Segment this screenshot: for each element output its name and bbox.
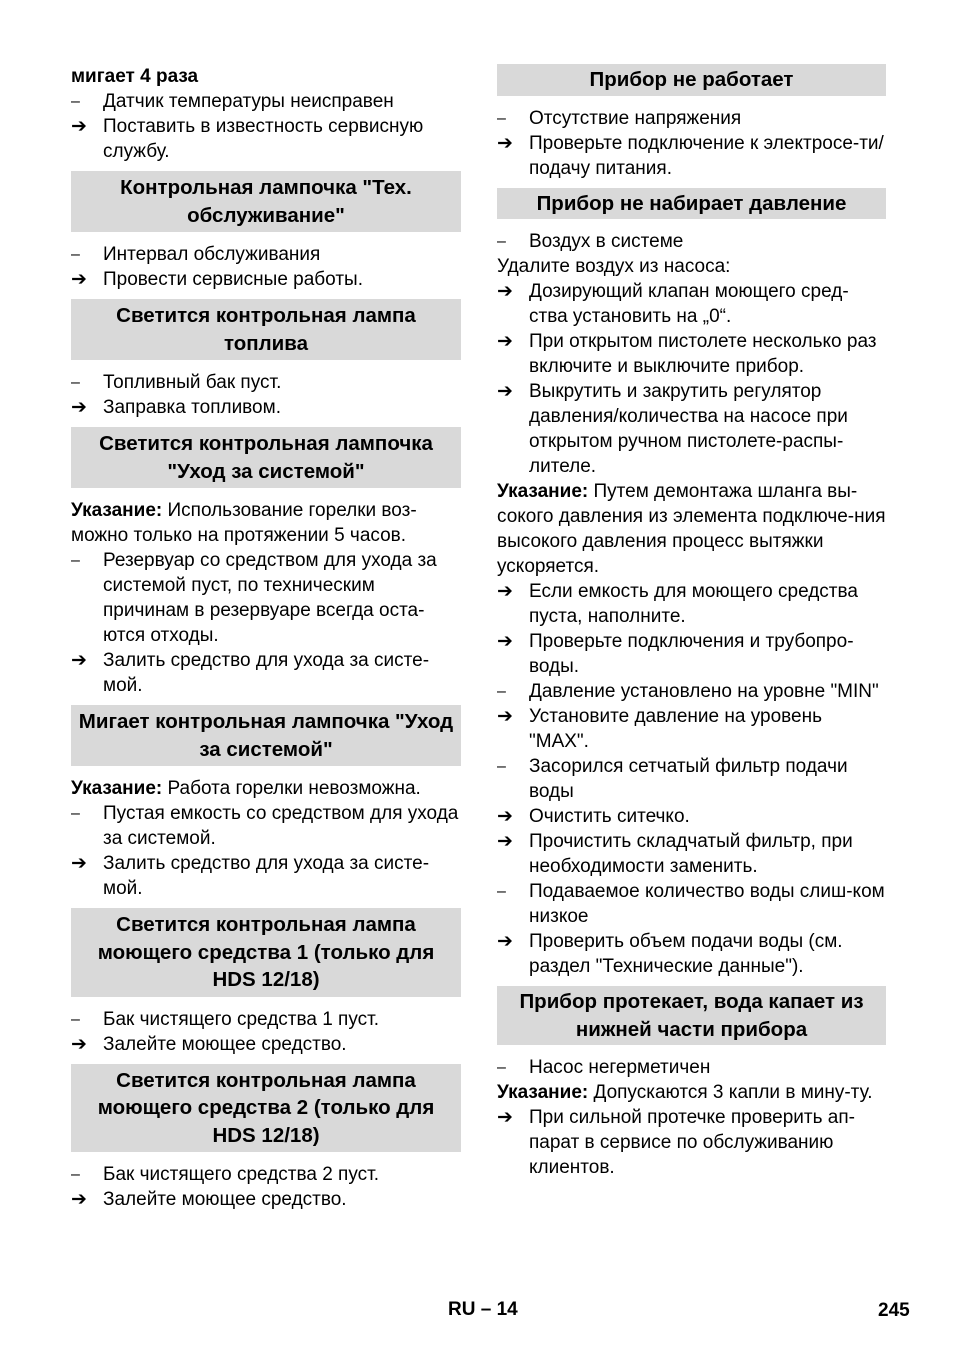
section-list [71, 1007, 461, 1057]
cause-item [71, 370, 461, 395]
item-text: При открытом пистолете несколько раз включите и выключите прибор. [529, 331, 877, 377]
note: Указание: Использование горелки воз-можно только на протяжении 5 часов. [71, 500, 417, 546]
item-text: Отсутствие напряжения [529, 107, 742, 129]
item-text: Подаваемое количество воды слиш-ком низкое [529, 881, 885, 927]
cause-item [71, 89, 461, 114]
action-item [497, 629, 886, 679]
section-heading: Светится контрольная лампа топлива [71, 299, 461, 360]
action-item [497, 279, 886, 329]
footer-section-label: RU – 14 [448, 1299, 518, 1320]
action-item [71, 1187, 461, 1212]
item-text: Датчик температуры неисправен [103, 91, 394, 112]
item-text: Бак чистящего средства 2 пуст. [103, 1164, 380, 1185]
arrow-icon: ➔ [71, 1033, 87, 1055]
left-column [71, 64, 461, 1219]
section-list [71, 548, 461, 698]
section-list [497, 229, 886, 254]
cause-item [497, 879, 886, 929]
action-item [497, 379, 886, 479]
arrow-icon: ➔ [497, 581, 513, 602]
action-item [497, 704, 886, 754]
item-text: Прочистить складчатый фильтр, при необходимости заменить. [529, 831, 853, 877]
item-text: Дозирующий клапан моющего сред-ства установить на „0“. [529, 281, 849, 327]
item-text: Очистить ситечко. [529, 806, 690, 827]
arrow-icon: ➔ [497, 132, 513, 154]
item-text: Пустая емкость со средством для ухода за системой. [103, 803, 459, 849]
note: Указание: Путем демонтажа шланга вы-сокого давления из элемента подключе-ния высокого давления процесс вытяжки ускоряется. [497, 481, 886, 577]
dash-icon: – [71, 1166, 80, 1183]
section-list [497, 1055, 886, 1080]
section [71, 427, 461, 705]
dash-icon: – [497, 883, 506, 900]
item-text: Если емкость для моющего средства пуста, наполните. [529, 581, 858, 627]
action-item [497, 329, 886, 379]
dash-icon: – [497, 683, 506, 700]
item-text: Установите давление на уровень "MAX". [529, 706, 822, 752]
section [71, 908, 461, 1064]
dash-icon: – [71, 246, 80, 263]
arrow-icon: ➔ [71, 397, 87, 418]
action-item [71, 267, 461, 292]
action-item [497, 579, 886, 629]
action-item [497, 1105, 886, 1180]
arrow-icon: ➔ [71, 1189, 87, 1210]
arrow-icon: ➔ [497, 706, 513, 727]
cause-item [497, 754, 886, 804]
cause-item [71, 1007, 461, 1032]
item-text: Воздух в системе [529, 231, 684, 252]
cause-item [497, 106, 886, 131]
action-item [71, 395, 461, 420]
item-text: Провести сервисные работы. [103, 269, 363, 290]
cause-item [497, 229, 886, 254]
section-heading: Прибор не набирает давление [497, 188, 886, 220]
action-item [497, 829, 886, 879]
item-text: Выкрутить и закрутить регулятор давления/количества на насосе при открытом ручном пистолете-распы-лителе. [529, 381, 848, 477]
item-text: Бак чистящего средства 1 пуст. [103, 1008, 380, 1030]
dash-icon: – [71, 93, 80, 110]
arrow-icon: ➔ [71, 650, 87, 671]
section-heading: Светится контрольная лампа моющего средства 2 (только для HDS 12/18) [71, 1064, 461, 1153]
section-heading: Светится контрольная лампа моющего средства 1 (только для HDS 12/18) [71, 908, 461, 997]
item-text: Интервал обслуживания [103, 244, 321, 265]
action-item [71, 851, 461, 901]
item-text: Поставить в известность сервисную службу. [103, 116, 424, 162]
item-text: Давление установлено на уровне "MIN" [529, 681, 879, 702]
intro-title: мигает 4 раза [71, 66, 199, 87]
cause-item [71, 801, 461, 851]
action-item [71, 648, 461, 698]
section-list [497, 1105, 886, 1180]
action-item [497, 804, 886, 829]
arrow-icon: ➔ [71, 853, 87, 874]
item-text: При сильной протечке проверить ап-парат в сервисе по обслуживанию клиентов. [529, 1107, 855, 1178]
action-item [71, 1032, 461, 1057]
dash-icon: – [71, 805, 80, 822]
section [71, 299, 461, 427]
arrow-icon: ➔ [497, 806, 513, 827]
right-column [497, 64, 886, 1180]
section-heading: Прибор протекает, вода капает из нижней части прибора [497, 986, 886, 1045]
item-text: Заправка топливом. [103, 397, 281, 418]
item-text: Залейте моющее средство. [103, 1033, 347, 1055]
arrow-icon: ➔ [497, 281, 513, 302]
page-number: 245 [878, 1300, 910, 1321]
item-text: Засорился сетчатый фильтр подачи воды [529, 756, 848, 802]
item-text: Топливный бак пуст. [103, 372, 282, 393]
section-list [71, 1162, 461, 1212]
arrow-icon: ➔ [497, 631, 513, 652]
cause-item [71, 1162, 461, 1187]
section-list [497, 106, 886, 181]
action-item [497, 929, 886, 979]
dash-icon: – [497, 758, 506, 775]
cause-item [497, 679, 886, 704]
section-heading: Контрольная лампочка "Тех. обслуживание" [71, 171, 461, 232]
cause-item [497, 1055, 886, 1080]
item-text: Залейте моющее средство. [103, 1189, 347, 1210]
item-text: Проверить объем подачи воды (см. раздел "Технические данные"). [529, 931, 843, 977]
section-list [497, 279, 886, 479]
section-list [497, 579, 886, 979]
item-text: Залить средство для ухода за систе-мой. [103, 853, 430, 899]
arrow-icon: ➔ [497, 931, 513, 952]
note: Указание: Допускаются 3 капли в мину-ту. [497, 1082, 873, 1103]
cause-item [71, 242, 461, 267]
intro-list [71, 89, 461, 164]
section-heading: Мигает контрольная лампочка "Уход за системой" [71, 705, 461, 766]
section-list [71, 242, 461, 292]
section [71, 171, 461, 299]
arrow-icon: ➔ [497, 381, 513, 402]
item-text: Насос негерметичен [529, 1057, 711, 1078]
arrow-icon: ➔ [497, 331, 513, 352]
arrow-icon: ➔ [71, 269, 87, 290]
arrow-icon: ➔ [497, 1107, 513, 1128]
section-list [71, 801, 461, 901]
item-text: Проверьте подключения и трубопро-воды. [529, 631, 854, 677]
cause-item [71, 548, 461, 648]
arrow-icon: ➔ [71, 116, 87, 137]
dash-icon: – [71, 552, 80, 569]
section [71, 705, 461, 908]
section [71, 1064, 461, 1220]
item-text: Залить средство для ухода за систе-мой. [103, 650, 430, 696]
dash-icon: – [71, 1010, 80, 1028]
dash-icon: – [71, 374, 80, 391]
action-item [71, 114, 461, 164]
dash-icon: – [497, 109, 506, 127]
section-heading: Прибор не работает [497, 64, 886, 96]
section-list [71, 370, 461, 420]
left-sections [71, 171, 461, 1219]
plain-text: Удалите воздух из насоса: [497, 256, 731, 277]
dash-icon: – [497, 233, 506, 250]
note: Указание: Работа горелки невозможна. [71, 778, 421, 799]
item-text: Проверьте подключение к электросе-ти/подачу питания. [529, 132, 884, 179]
section-heading: Светится контрольная лампочка "Уход за системой" [71, 427, 461, 488]
item-text: Резервуар со средством для ухода за системой пуст, по техническим причинам в резервуаре всегда оста-ются отходы. [103, 550, 437, 646]
arrow-icon: ➔ [497, 831, 513, 852]
action-item [497, 131, 886, 181]
dash-icon: – [497, 1059, 506, 1076]
